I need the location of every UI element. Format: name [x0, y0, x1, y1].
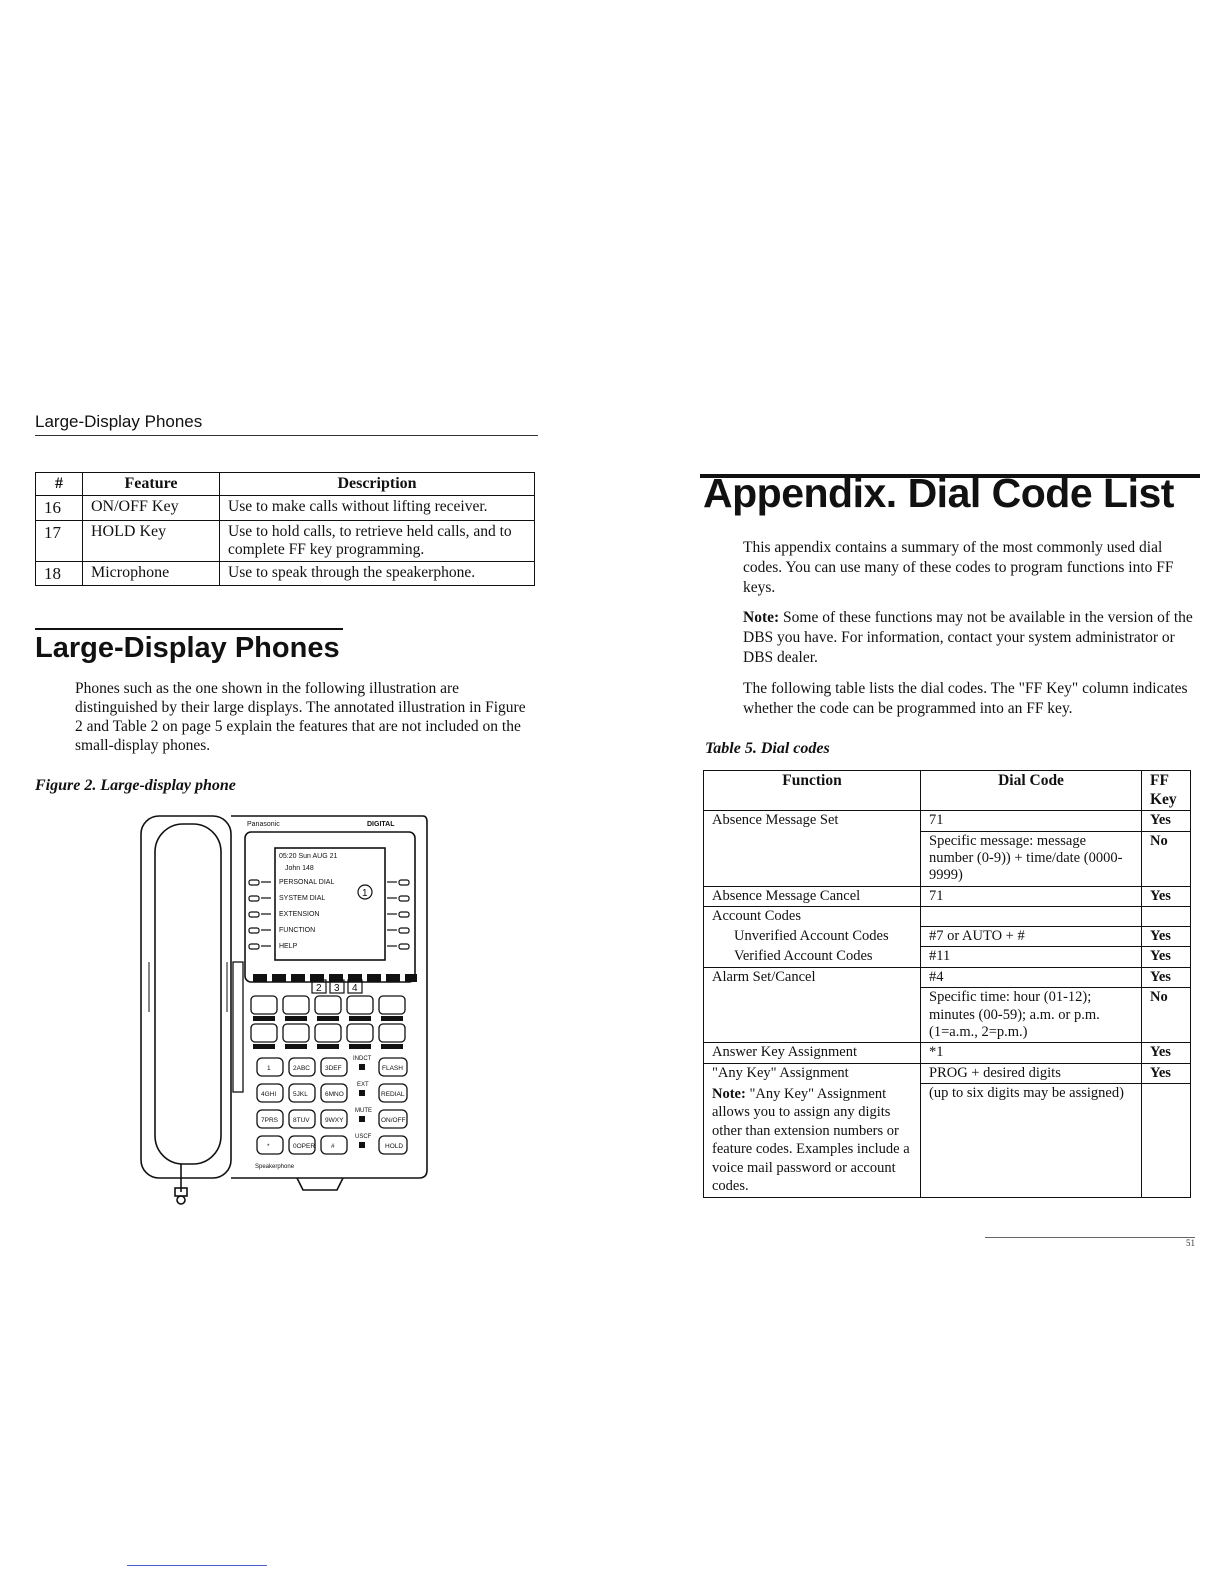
function-cell: "Any Key" Assignment — [704, 1063, 921, 1083]
dial-key-label: FLASH — [382, 1065, 403, 1072]
dial-code-cell: 71 — [921, 811, 1142, 831]
function-cell: Answer Key Assignment — [704, 1043, 921, 1063]
side-key-label: MUTE — [355, 1108, 372, 1114]
table-row — [704, 1084, 1191, 1198]
function-note-cell — [704, 1084, 921, 1198]
table-row — [704, 886, 1191, 906]
model-label: DIGITAL — [367, 821, 395, 828]
appendix-title: Appendix. Dial Code List — [703, 470, 1174, 516]
display-menu-item: HELP — [279, 943, 298, 950]
ff-key-cell: Yes — [1142, 1063, 1191, 1083]
ff-key-cell — [1142, 907, 1191, 927]
dial-code-cell: #7 or AUTO + # — [921, 927, 1142, 947]
table-row — [704, 831, 1191, 886]
dial-code-cell: Specific message: message number (0-9)) + time/date (0000-9999) — [921, 831, 1142, 886]
dial-code-table — [703, 770, 1191, 1198]
feature-name: HOLD Key — [83, 520, 220, 561]
dial-key-label: 2ABC — [293, 1065, 310, 1072]
dial-key-label: 4GHI — [261, 1091, 277, 1098]
column-header-function: Function — [704, 771, 921, 811]
ff-key-cell: Yes — [1142, 1043, 1191, 1063]
table-header-row — [704, 771, 1191, 811]
function-cell — [704, 988, 921, 1043]
dial-key-label: 5JKL — [293, 1091, 308, 1098]
dial-key-label: REDIAL — [381, 1091, 405, 1098]
display-menu-item: FUNCTION — [279, 927, 316, 934]
note-paragraph — [743, 608, 1195, 668]
dial-code-cell: Specific time: hour (01-12); minutes (00-59); a.m. or p.m. (1=a.m., 2=p.m.) — [921, 988, 1142, 1043]
dial-key-label: 8TUV — [293, 1117, 310, 1124]
dial-key-label: 3DEF — [325, 1065, 342, 1072]
feature-description: Use to hold calls, to retrieve held calls, and to complete FF key programming. — [220, 520, 535, 561]
dial-code-cell: *1 — [921, 1043, 1142, 1063]
table-caption: Table 5. Dial codes — [705, 740, 830, 757]
function-cell: Alarm Set/Cancel — [704, 967, 921, 987]
column-header-ff-key: FF Key — [1142, 771, 1191, 811]
table-row — [36, 520, 535, 561]
dial-key-label: 0OPER — [293, 1143, 316, 1150]
dial-key-label: HOLD — [385, 1143, 404, 1150]
table-row — [704, 927, 1191, 947]
dial-key-label: 1 — [267, 1065, 271, 1072]
side-key-label: EXT — [357, 1082, 369, 1088]
table-row — [704, 947, 1191, 967]
ff-key-cell: No — [1142, 988, 1191, 1043]
dial-key-label: # — [331, 1143, 335, 1150]
callout-2: 2 — [316, 983, 322, 994]
dial-key-label: 9WXY — [325, 1117, 344, 1124]
function-cell: Account Codes — [704, 907, 921, 927]
dial-key-label: 7PRS — [261, 1117, 278, 1124]
column-header: # — [36, 473, 83, 496]
dial-code-cell: 71 — [921, 886, 1142, 906]
running-header: Large-Display Phones — [35, 412, 538, 436]
display-line: 05:20 Sun AUG 21 — [279, 853, 338, 860]
feature-description: Use to speak through the speakerphone. — [220, 561, 535, 586]
ff-key-cell: Yes — [1142, 967, 1191, 987]
display-menu-item: EXTENSION — [279, 911, 320, 918]
table-row — [704, 967, 1191, 987]
table-row — [704, 1043, 1191, 1063]
dial-code-cell — [921, 907, 1142, 927]
function-cell: Verified Account Codes — [704, 947, 921, 967]
callout-1: 1 — [362, 888, 368, 899]
function-cell: Absence Message Set — [704, 811, 921, 831]
feature-name: Microphone — [83, 561, 220, 586]
column-header-dial-code: Dial Code — [921, 771, 1142, 811]
side-key-label: USCF — [355, 1134, 372, 1140]
display-line: John 148 — [285, 865, 314, 872]
dial-code-cell: #11 — [921, 947, 1142, 967]
table-row — [704, 988, 1191, 1043]
column-header: Feature — [83, 473, 220, 496]
feature-number: 18 — [36, 561, 83, 586]
section-title: Large-Display Phones — [35, 628, 343, 665]
page-number: 51 — [985, 1237, 1195, 1248]
footer-link-line — [127, 1565, 267, 1566]
callout-3: 3 — [334, 983, 340, 994]
side-key-label: INDCT — [353, 1056, 372, 1062]
figure-caption: Figure 2. Large-display phone — [35, 777, 236, 794]
note-label: Note: — [712, 1085, 746, 1102]
ff-key-cell: Yes — [1142, 886, 1191, 906]
section-body: Phones such as the one shown in the following illustration are distinguished by their large displays. The annotated illustration in Figure 2 and Table 2 on page 5 explain the features that are not included on the small-display phones. — [75, 680, 526, 754]
ff-key-cell: Yes — [1142, 947, 1191, 967]
ff-key-cell: No — [1142, 831, 1191, 886]
function-cell: Unverified Account Codes — [704, 927, 921, 947]
display-menu-item: SYSTEM DIAL — [279, 895, 326, 902]
dial-code-cell: (up to six digits may be assigned) — [921, 1084, 1142, 1198]
phone-illustration — [135, 812, 435, 1212]
note-text: Some of these functions may not be available in the version of the DBS you have. For information, contact your system administrator or DBS dealer. — [743, 609, 1193, 667]
speakerphone-label: Speakerphone — [255, 1164, 295, 1170]
feature-description: Use to make calls without lifting receiver. — [220, 496, 535, 521]
feature-name: ON/OFF Key — [83, 496, 220, 521]
table-header-row — [36, 473, 535, 496]
table-row — [704, 1063, 1191, 1083]
table-intro-paragraph: The following table lists the dial codes. The "FF Key" column indicates whether the code can be programmed into an FF key. — [743, 680, 1188, 718]
note-text: "Any Key" Assignment allows you to assign any digits other than extension numbers or feature codes. Examples include a voice mail password or account codes. — [712, 1085, 910, 1195]
callout-4: 4 — [352, 983, 358, 994]
dial-key-label: 6MNO — [325, 1091, 344, 1098]
dial-key-label: * — [267, 1143, 270, 1150]
ff-key-cell: Yes — [1142, 927, 1191, 947]
table-row — [704, 811, 1191, 831]
brand-label: Panasonic — [247, 821, 280, 828]
feature-number: 16 — [36, 496, 83, 521]
ff-key-cell: Yes — [1142, 811, 1191, 831]
table-row — [36, 561, 535, 586]
note-label: Note: — [743, 609, 780, 626]
function-cell: Absence Message Cancel — [704, 886, 921, 906]
feature-table — [35, 472, 535, 586]
dial-code-cell: #4 — [921, 967, 1142, 987]
column-header: Description — [220, 473, 535, 496]
dial-code-cell: PROG + desired digits — [921, 1063, 1142, 1083]
function-cell — [704, 831, 921, 886]
table-row — [36, 496, 535, 521]
table-row — [704, 907, 1191, 927]
intro-paragraph: This appendix contains a summary of the most commonly used dial codes. You can use many of these codes to program functions into FF keys. — [743, 539, 1174, 597]
dial-key-label: ON/OFF — [381, 1117, 406, 1124]
feature-number: 17 — [36, 520, 83, 561]
ff-key-cell — [1142, 1084, 1191, 1198]
display-menu-item: PERSONAL DIAL — [279, 879, 335, 886]
